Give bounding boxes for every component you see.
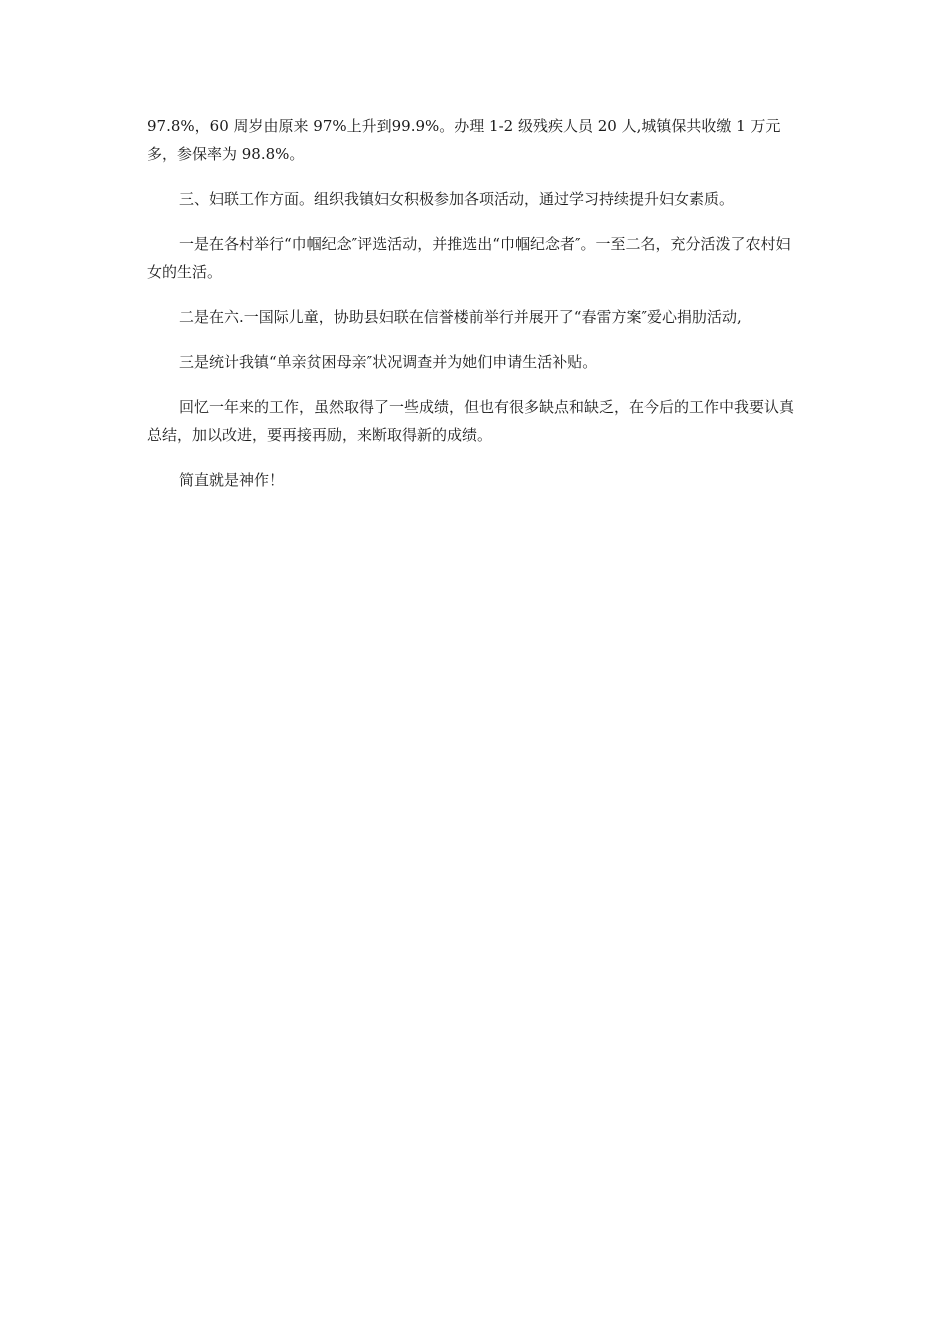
paragraph-item-three: 三是统计我镇“单亲贫困母亲″状况调查并为她们申请生活补贴。 [179, 353, 598, 371]
paragraph-summary: 回忆一年来的工作，虽然取得了一些成绩，但也有很多缺点和缺乏，在今后的工作中我要认真总结，加以改进，要再接再励，来断取得新的成绩。 [147, 398, 795, 444]
document-page [147, 112, 803, 511]
paragraph-closing: 简直就是神作！ [179, 471, 285, 489]
paragraph-womens-federation-heading: 三、妇联工作方面。组织我镇妇女积极参加各项活动，通过学习持续提升妇女素质。 [179, 190, 735, 208]
paragraph-item-two: 二是在六.一国际儿童，协助县妇联在信誉楼前举行并展开了“春雷方案″爱心捐肋活动, [179, 308, 742, 326]
paragraph-social-security-stats: 97.8%，60 周岁由原来 97%上升到99.9%。办理 1-2 级残疾人员 20 人,城镇保共收缴 1 万元多，参保率为 98.8%。 [147, 117, 781, 163]
paragraph-item-one: 一是在各村举行“巾帼纪念″评选活动，并推选出“巾帼纪念者″。一至二名，充分活泼了农村妇女的生活。 [147, 235, 791, 281]
